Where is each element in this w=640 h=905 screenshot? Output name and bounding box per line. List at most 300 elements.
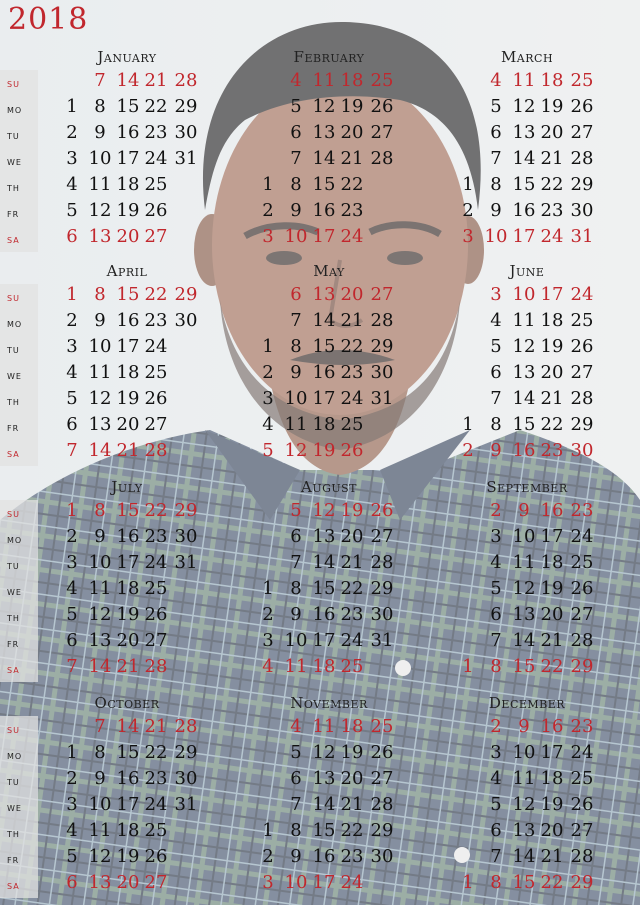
day-cell: 7 [490,388,502,409]
day-cell: 3 [262,226,274,247]
day-cell: 4 [66,578,78,599]
day-cell: 2 [262,200,274,221]
day-cell: 18 [540,70,564,91]
day-cell: 22 [540,656,564,677]
month-name: December [488,694,566,712]
day-cell: 15 [512,174,536,195]
month-name: September [486,478,568,496]
day-cell: 5 [490,96,502,117]
day-cell: 31 [370,630,394,651]
day-cell: 11 [88,578,112,599]
weekday-label-th: th [7,826,20,840]
day-cell: 26 [570,578,594,599]
day-cell: 11 [284,414,308,435]
day-cell: 5 [66,200,78,221]
day-cell: 7 [66,440,78,461]
day-cell: 9 [94,768,106,789]
day-cell: 16 [540,500,564,521]
day-cell: 15 [116,742,140,763]
day-cell: 1 [262,578,274,599]
day-cell: 12 [512,96,536,117]
day-cell: 7 [94,716,106,737]
day-cell: 25 [144,362,168,383]
day-cell: 15 [116,96,140,117]
day-cell: 4 [262,414,274,435]
day-cell: 5 [290,742,302,763]
day-cell: 17 [312,630,336,651]
day-cell: 29 [570,414,594,435]
day-cell: 19 [116,604,140,625]
day-cell: 8 [490,656,502,677]
day-cell: 26 [370,500,394,521]
day-cell: 10 [512,742,536,763]
day-cell: 19 [312,440,336,461]
day-cell: 28 [144,440,168,461]
day-cell: 3 [262,630,274,651]
day-cell: 20 [116,872,140,893]
day-cell: 22 [144,284,168,305]
day-cell: 29 [370,578,394,599]
day-cell: 4 [66,174,78,195]
day-cell: 9 [290,846,302,867]
day-cell: 21 [540,846,564,867]
day-cell: 15 [512,414,536,435]
day-cell: 3 [462,226,474,247]
day-cell: 1 [262,174,274,195]
day-cell: 13 [88,414,112,435]
day-cell: 18 [116,578,140,599]
day-cell: 12 [88,388,112,409]
day-cell: 28 [174,70,198,91]
day-cell: 28 [370,552,394,573]
day-cell: 14 [512,388,536,409]
day-cell: 26 [144,846,168,867]
weekday-label-fr: fr [7,206,20,220]
weekday-label-mo: mo [7,316,23,330]
day-cell: 26 [370,96,394,117]
day-cell: 7 [94,70,106,91]
day-cell: 30 [570,440,594,461]
day-cell: 30 [370,846,394,867]
day-cell: 9 [518,716,530,737]
day-cell: 24 [570,526,594,547]
day-cell: 21 [116,440,140,461]
day-cell: 21 [116,656,140,677]
day-cell: 17 [116,552,140,573]
day-cell: 25 [340,656,364,677]
day-cell: 19 [540,336,564,357]
day-cell: 13 [88,872,112,893]
day-cell: 5 [66,604,78,625]
day-cell: 23 [144,310,168,331]
day-cell: 24 [144,336,168,357]
day-cell: 4 [490,70,502,91]
day-cell: 26 [570,336,594,357]
day-cell: 19 [540,96,564,117]
weekday-label-su: su [7,76,20,90]
day-cell: 1 [66,96,78,117]
month-name: June [509,262,545,280]
day-cell: 3 [66,794,78,815]
day-cell: 5 [66,846,78,867]
day-cell: 3 [490,526,502,547]
weekday-label-we: we [7,584,22,598]
day-cell: 26 [340,440,364,461]
day-cell: 16 [512,440,536,461]
day-cell: 29 [570,656,594,677]
day-cell: 1 [262,820,274,841]
day-cell: 21 [340,310,364,331]
day-cell: 2 [462,440,474,461]
day-cell: 29 [174,742,198,763]
day-cell: 16 [116,768,140,789]
day-cell: 16 [116,526,140,547]
day-cell: 2 [262,604,274,625]
day-cell: 15 [312,578,336,599]
day-cell: 13 [312,768,336,789]
day-cell: 21 [540,148,564,169]
day-cell: 8 [290,820,302,841]
day-cell: 10 [284,388,308,409]
day-cell: 23 [340,604,364,625]
day-cell: 11 [512,768,536,789]
day-cell: 12 [88,200,112,221]
month-name: August [300,478,358,496]
day-cell: 22 [540,414,564,435]
day-cell: 7 [66,656,78,677]
day-cell: 11 [284,656,308,677]
day-cell: 15 [312,174,336,195]
day-cell: 11 [512,310,536,331]
weekday-label-we: we [7,154,22,168]
day-cell: 14 [116,70,140,91]
day-cell: 27 [570,362,594,383]
day-cell: 2 [66,310,78,331]
day-cell: 10 [88,552,112,573]
day-cell: 9 [490,440,502,461]
day-cell: 10 [88,336,112,357]
day-cell: 12 [312,742,336,763]
weekday-label-sa: sa [7,662,20,676]
day-cell: 14 [116,716,140,737]
day-cell: 3 [490,742,502,763]
day-cell: 19 [540,578,564,599]
day-cell: 15 [116,500,140,521]
day-cell: 17 [312,872,336,893]
day-cell: 13 [512,604,536,625]
day-cell: 14 [512,148,536,169]
day-cell: 11 [312,716,336,737]
day-cell: 29 [570,872,594,893]
day-cell: 20 [116,414,140,435]
day-cell: 23 [340,846,364,867]
day-cell: 11 [88,174,112,195]
day-cell: 22 [540,174,564,195]
day-cell: 19 [340,500,364,521]
day-cell: 21 [144,716,168,737]
day-cell: 1 [66,500,78,521]
day-cell: 2 [66,122,78,143]
day-cell: 22 [340,820,364,841]
day-cell: 27 [370,122,394,143]
day-cell: 30 [174,310,198,331]
day-cell: 21 [540,630,564,651]
day-cell: 20 [116,226,140,247]
day-cell: 31 [174,794,198,815]
day-cell: 6 [66,630,78,651]
day-cell: 2 [262,362,274,383]
day-cell: 1 [66,284,78,305]
day-cell: 24 [570,742,594,763]
day-cell: 22 [540,872,564,893]
day-cell: 12 [88,846,112,867]
day-cell: 14 [512,630,536,651]
day-cell: 9 [94,526,106,547]
day-cell: 14 [88,656,112,677]
weekday-label-fr: fr [7,636,20,650]
day-cell: 5 [290,500,302,521]
day-cell: 27 [570,820,594,841]
day-cell: 24 [144,552,168,573]
day-cell: 23 [540,200,564,221]
day-cell: 8 [94,284,106,305]
day-cell: 3 [66,552,78,573]
day-cell: 8 [490,174,502,195]
day-cell: 13 [312,122,336,143]
day-cell: 1 [462,174,474,195]
day-cell: 12 [312,500,336,521]
day-cell: 26 [144,200,168,221]
weekday-label-tu: tu [7,342,20,356]
day-cell: 22 [144,742,168,763]
day-cell: 30 [174,768,198,789]
day-cell: 8 [290,174,302,195]
day-cell: 25 [570,768,594,789]
day-cell: 23 [340,362,364,383]
day-cell: 27 [570,604,594,625]
day-cell: 7 [490,148,502,169]
day-cell: 21 [340,794,364,815]
day-cell: 26 [570,96,594,117]
day-cell: 27 [144,226,168,247]
day-cell: 6 [66,872,78,893]
weekday-label-sa: sa [7,878,20,892]
day-cell: 26 [144,388,168,409]
weekday-label-su: su [7,722,20,736]
day-cell: 9 [290,362,302,383]
day-cell: 3 [262,388,274,409]
day-cell: 20 [340,122,364,143]
day-cell: 2 [66,768,78,789]
day-cell: 7 [490,846,502,867]
weekday-label-mo: mo [7,532,23,546]
weekday-label-th: th [7,394,20,408]
weekday-label-we: we [7,368,22,382]
day-cell: 13 [512,362,536,383]
day-cell: 28 [570,388,594,409]
day-cell: 28 [144,656,168,677]
day-cell: 5 [490,336,502,357]
day-cell: 8 [490,414,502,435]
day-cell: 8 [94,742,106,763]
day-cell: 16 [312,604,336,625]
day-cell: 25 [570,310,594,331]
day-cell: 21 [340,148,364,169]
day-cell: 7 [490,630,502,651]
day-cell: 25 [370,70,394,91]
day-cell: 17 [312,388,336,409]
day-cell: 29 [370,820,394,841]
month-name: May [313,262,345,280]
day-cell: 22 [340,174,364,195]
month-name: October [94,694,160,712]
weekday-label-fr: fr [7,420,20,434]
day-cell: 7 [290,148,302,169]
day-cell: 26 [370,742,394,763]
day-cell: 27 [370,284,394,305]
day-cell: 22 [340,578,364,599]
day-cell: 18 [540,552,564,573]
day-cell: 19 [540,794,564,815]
day-cell: 6 [290,284,302,305]
day-cell: 12 [284,440,308,461]
day-cell: 14 [312,148,336,169]
day-cell: 18 [116,362,140,383]
weekday-label-mo: mo [7,748,23,762]
day-cell: 14 [312,552,336,573]
day-cell: 13 [88,630,112,651]
day-cell: 12 [512,794,536,815]
day-cell: 15 [512,872,536,893]
day-cell: 16 [116,122,140,143]
calendar-year: 2018 [8,2,89,37]
day-cell: 10 [88,148,112,169]
day-cell: 2 [490,716,502,737]
day-cell: 29 [370,336,394,357]
day-cell: 31 [174,552,198,573]
day-cell: 20 [540,604,564,625]
day-cell: 27 [144,630,168,651]
day-cell: 6 [490,604,502,625]
day-cell: 6 [490,820,502,841]
day-cell: 9 [290,200,302,221]
day-cell: 6 [290,768,302,789]
day-cell: 11 [512,552,536,573]
day-cell: 10 [284,226,308,247]
day-cell: 23 [570,716,594,737]
day-cell: 7 [290,794,302,815]
day-cell: 6 [66,414,78,435]
day-cell: 16 [312,200,336,221]
weekday-label-sa: sa [7,446,20,460]
day-cell: 20 [340,768,364,789]
day-cell: 27 [370,768,394,789]
day-cell: 24 [540,226,564,247]
day-cell: 18 [540,768,564,789]
day-cell: 21 [144,70,168,91]
day-cell: 18 [312,414,336,435]
day-cell: 11 [312,70,336,91]
day-cell: 25 [144,820,168,841]
day-cell: 24 [340,226,364,247]
day-cell: 25 [370,716,394,737]
day-cell: 13 [312,284,336,305]
day-cell: 31 [174,148,198,169]
day-cell: 27 [144,414,168,435]
day-cell: 12 [512,336,536,357]
day-cell: 5 [490,578,502,599]
day-cell: 25 [570,552,594,573]
day-cell: 20 [340,284,364,305]
day-cell: 23 [570,500,594,521]
day-cell: 8 [490,872,502,893]
day-cell: 15 [312,336,336,357]
day-cell: 23 [144,526,168,547]
day-cell: 24 [340,872,364,893]
day-cell: 16 [512,200,536,221]
day-cell: 29 [174,284,198,305]
weekday-label-we: we [7,800,22,814]
day-cell: 9 [290,604,302,625]
day-cell: 8 [94,96,106,117]
month-name: July [111,478,143,496]
day-cell: 25 [340,414,364,435]
day-cell: 29 [570,174,594,195]
day-cell: 18 [116,174,140,195]
day-cell: 6 [66,226,78,247]
day-cell: 11 [88,362,112,383]
day-cell: 19 [116,200,140,221]
day-cell: 7 [290,552,302,573]
day-cell: 9 [94,122,106,143]
weekday-label-tu: tu [7,774,20,788]
day-cell: 24 [340,630,364,651]
day-cell: 10 [88,794,112,815]
day-cell: 11 [512,70,536,91]
day-cell: 14 [312,794,336,815]
day-cell: 6 [490,362,502,383]
day-cell: 24 [144,148,168,169]
day-cell: 18 [116,820,140,841]
month-name: November [290,694,368,712]
day-cell: 12 [88,604,112,625]
day-cell: 28 [370,148,394,169]
day-cell: 5 [490,794,502,815]
month-name: April [106,262,148,280]
day-cell: 7 [290,310,302,331]
day-cell: 4 [66,362,78,383]
day-cell: 22 [340,336,364,357]
month-name: February [293,48,365,66]
month-name: March [500,48,554,66]
day-cell: 24 [144,794,168,815]
day-cell: 4 [262,656,274,677]
day-cell: 29 [174,96,198,117]
day-cell: 31 [570,226,594,247]
day-cell: 10 [512,526,536,547]
day-cell: 9 [518,500,530,521]
weekday-label-sa: sa [7,232,20,246]
day-cell: 20 [540,122,564,143]
day-cell: 5 [66,388,78,409]
day-cell: 24 [570,284,594,305]
day-cell: 2 [462,200,474,221]
day-cell: 1 [462,656,474,677]
day-cell: 27 [570,122,594,143]
day-cell: 10 [512,284,536,305]
day-cell: 25 [570,70,594,91]
day-cell: 1 [462,872,474,893]
